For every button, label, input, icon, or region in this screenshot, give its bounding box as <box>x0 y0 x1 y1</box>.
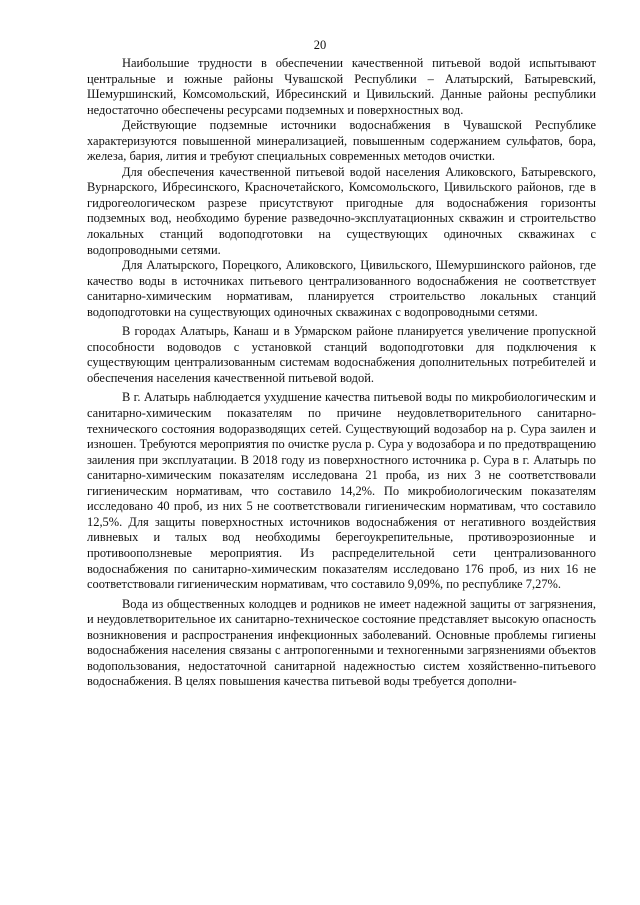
paragraph-difficulties: Наибольшие трудности в обеспечении качественной питьевой водой испытывают центральные и южные районы Чувашской Республики – Алатырский, Батыревский, Шемуршинский, Комсомольский, Ибресинский и Цивильский. Данные районы республики недостаточно обеспечены ресурсами подземных и поверхностных вод. <box>87 56 596 117</box>
paragraph-local-treatment-stations: Для Алатырского, Порецкого, Аликовского, Цивильского, Шемуршинского районов, где качество воды в источниках питьевого централизованного водоснабжения не соответствует санитарно-химическим нормативам, планируется строительство локальных станций водоподготовки на существующих одиночных скважинах с водопроводными сетями. <box>87 258 596 319</box>
paragraph-groundwater-sources: Действующие подземные источники водоснабжения в Чувашской Республике характеризуются повышенной минерализацией, повышенным содержанием сульфатов, бора, железа, бария, лития и требуют специальных современных методов очистки. <box>87 118 596 164</box>
page-number: 20 <box>313 38 327 52</box>
paragraph-city-water-mains: В городах Алатырь, Канаш и в Урмарском районе планируется увеличение пропускной способности водоводов с установкой станций водоподготовки для подключения к существующим централизованным системам водоснабжения дополнительных потребителей и обеспечения населения качественной питьевой водой. <box>87 324 596 385</box>
body-text <box>87 56 596 690</box>
paragraph-wells-and-springs: Вода из общественных колодцев и родников не имеет надежной защиты от загрязнения, и неудовлетворительное их санитарно-техническое состояние представляет высокую опасность возникновения и распространения инфекционных заболеваний. Основные проблемы гигиены водоснабжения населения связаны с антропогенными и техногенными загрязнениями объектов водопользования, недостаточной санитарной надежностью систем хозяйственно-питьевого водоснабжения. В целях повышения качества питьевой воды требуется дополни- <box>87 596 596 689</box>
paragraph-alatyr-water-quality: В г. Алатырь наблюдается ухудшение качества питьевой воды по микробиологическим и санитарно-химическим показателям по причине неудовлетворительного санитарно-технического состояния водоразводящих сетей. Существующий водозабор на р. Сура заилен и изношен. Требуются мероприятия по очистке русла р. Сура у водозабора и по предотвращению заиления при эксплуатации. В 2018 году из поверхностного источника р. Сура в г. Алатырь по санитарно-химическим показателям исследована 21 проба, из них 3 не соответствовали гигиеническим нормативам, что составило 14,2%. По микробиологическим показателям исследовано 40 проб, из них 5 не соответствовали гигиеническим нормативам, что составило 12,5%. Для защиты поверхностных источников водоснабжения от негативного воздействия ливневых и талых вод необходимы берегоукрепительные, противоэрозионные и противооползневые мероприятия. Из распределительной сети централизованного водоснабжения по санитарно-химическим показателям исследовано 176 проб, из них 16 не соответствовали гигиеническим нормативам, что составило 9,09%, по республике 7,27%. <box>87 390 596 592</box>
paragraph-district-drilling: Для обеспечения качественной питьевой водой населения Аликовского, Батыревского, Вурнарского, Ибресинского, Красночетайского, Комсомольского, Цивильского районов, где в гидрогеологическом разрезе присутствуют пригодные для водоснабжения горизонты подземных вод, необходимо бурение разведочно-эксплуатационных скважин и строительство локальных станций водоподготовки на существующих одиночных скважинах с водопроводными сетями. <box>87 164 596 257</box>
